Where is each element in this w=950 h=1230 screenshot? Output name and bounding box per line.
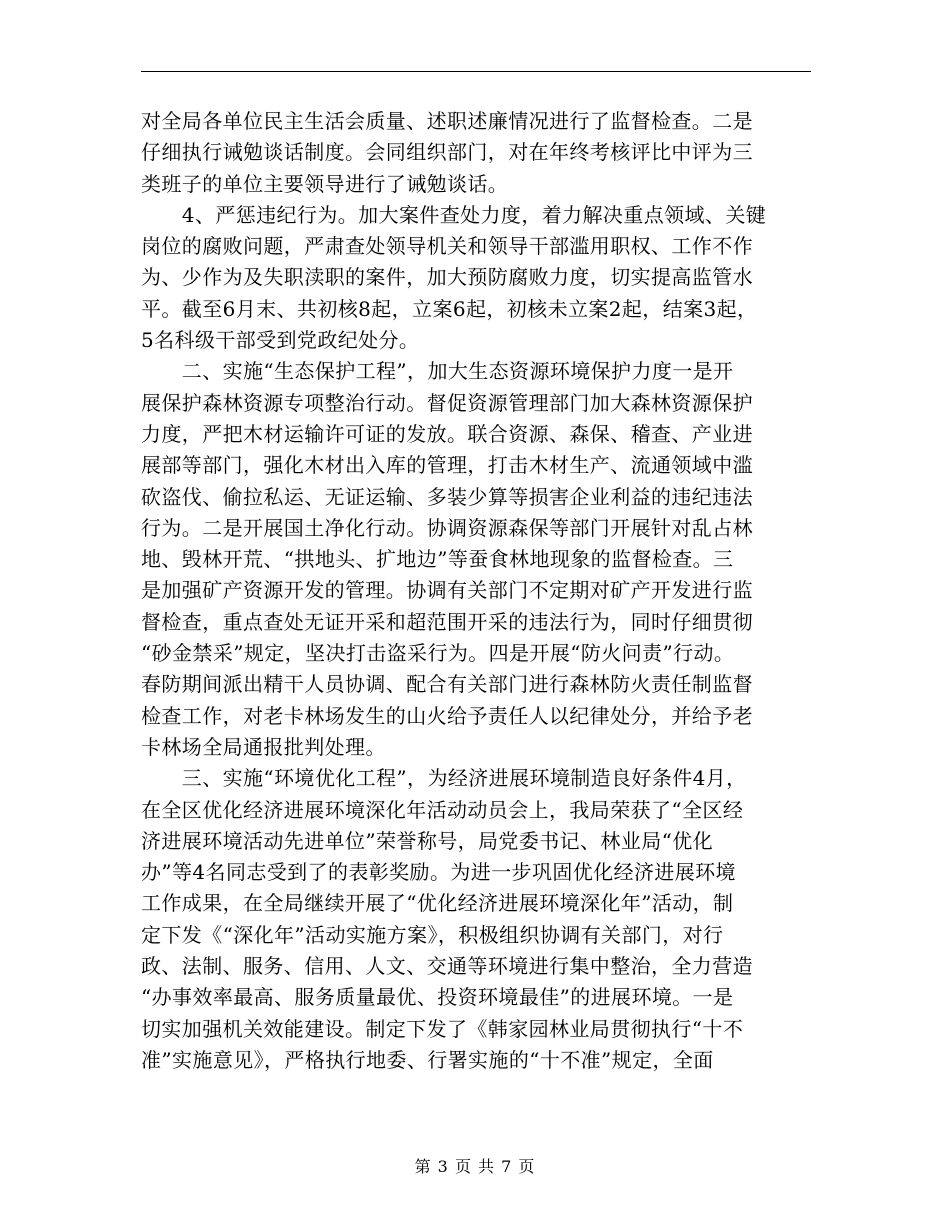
text-line: 展保护森林资源专项整治行动。督促资源管理部门加大森林资源保护 bbox=[141, 390, 753, 415]
text-line: 政、法制、服务、信用、人文、交通等环境进行集中整治，全力营造 bbox=[141, 954, 753, 979]
text-line: 春防期间派出精干人员协调、配合有关部门进行森林防火责任制监督 bbox=[141, 672, 753, 697]
text-line: “办事效率最高、服务质量最优、投资环境最佳”的进展环境。一是 bbox=[141, 985, 734, 1010]
text-line: 检查工作，对老卡林场发生的山火给予责任人以纪律处分，并给予老 bbox=[141, 703, 753, 728]
text-line: 二、实施“生态保护工程”，加大生态资源环境保护力度一是开 bbox=[141, 359, 734, 384]
text-line: 砍盗伐、偷拉私运、无证运输、多装少算等损害企业利益的违纪违法 bbox=[141, 484, 753, 509]
text-line: 平。截至6月末、共初核8起，立案6起，初核未立案2起，结案3起， bbox=[141, 296, 758, 321]
text-line: 地、毁林开荒、“拱地头、扩地边”等蚕食林地现象的监督检查。三 bbox=[141, 547, 734, 572]
document-body bbox=[141, 106, 817, 1076]
header-rule bbox=[141, 71, 811, 72]
text-line: 力度，严把木材运输许可证的发放。联合资源、森保、稽查、产业进 bbox=[141, 421, 753, 446]
text-line: 对全局各单位民主生活会质量、述职述廉情况进行了监督检查。二是 bbox=[141, 109, 753, 133]
text-line: 办”等4名同志受到了的表彰奖励。为进一步巩固优化经济进展环境 bbox=[141, 860, 736, 885]
text-line: 仔细执行诫勉谈话制度。会同组织部门，对在年终考核评比中评为三 bbox=[141, 140, 753, 165]
text-line: 督检查，重点查处无证开采和超范围开采的违法行为，同时仔细贯彻 bbox=[141, 609, 753, 634]
text-line: 定下发《“深化年”活动实施方案》，积极组织协调有关部门，对行 bbox=[141, 922, 724, 947]
text-line: “砂金禁采”规定，坚决打击盗采行为。四是开展“防火问责”行动。 bbox=[141, 641, 735, 666]
text-line: 济进展环境活动先进单位”荣誉称号，局党委书记、林业局“优化 bbox=[141, 828, 714, 853]
text-line: 三、实施“环境优化工程”，为经济进展环境制造良好条件4月， bbox=[141, 766, 747, 791]
page-number-footer: 第 3 页 共 7 页 bbox=[414, 1157, 536, 1176]
text-line: 岗位的腐败问题，严肃查处领导机关和领导干部滥用职权、工作不作 bbox=[141, 234, 753, 259]
text-line: 5名科级干部受到党政纪处分。 bbox=[141, 328, 420, 353]
text-line: 为、少作为及失职渎职的案件，加大预防腐败力度，切实提高监管水 bbox=[141, 265, 753, 290]
text-line: 切实加强机关效能建设。制定下发了《韩家园林业局贯彻执行“十不 bbox=[141, 1016, 744, 1041]
text-line: 工作成果，在全局继续开展了“优化经济进展环境深化年”活动，制 bbox=[141, 891, 734, 916]
text-line: 类班子的单位主要领导进行了诫勉谈话。 bbox=[141, 171, 509, 196]
text-line: 4、严惩违纪行为。加大案件查处力度，着力解决重点领域、关键 bbox=[141, 202, 767, 227]
text-line: 展部等部门，强化木材出入库的管理，打击木材生产、流通领域中滥 bbox=[141, 453, 753, 478]
text-line: 是加强矿产资源开发的管理。协调有关部门不定期对矿产开发进行监 bbox=[141, 578, 753, 603]
text-line: 卡林场全局通报批判处理。 bbox=[141, 734, 386, 759]
text-line: 准”实施意见》，严格执行地委、行署实施的“十不准”规定，全面 bbox=[141, 1047, 714, 1072]
text-line: 在全区优化经济进展环境深化年活动动员会上，我局荣获了“全区经 bbox=[141, 797, 744, 822]
text-line: 行为。二是开展国土净化行动。协调资源森保等部门开展针对乱占林 bbox=[141, 515, 753, 540]
